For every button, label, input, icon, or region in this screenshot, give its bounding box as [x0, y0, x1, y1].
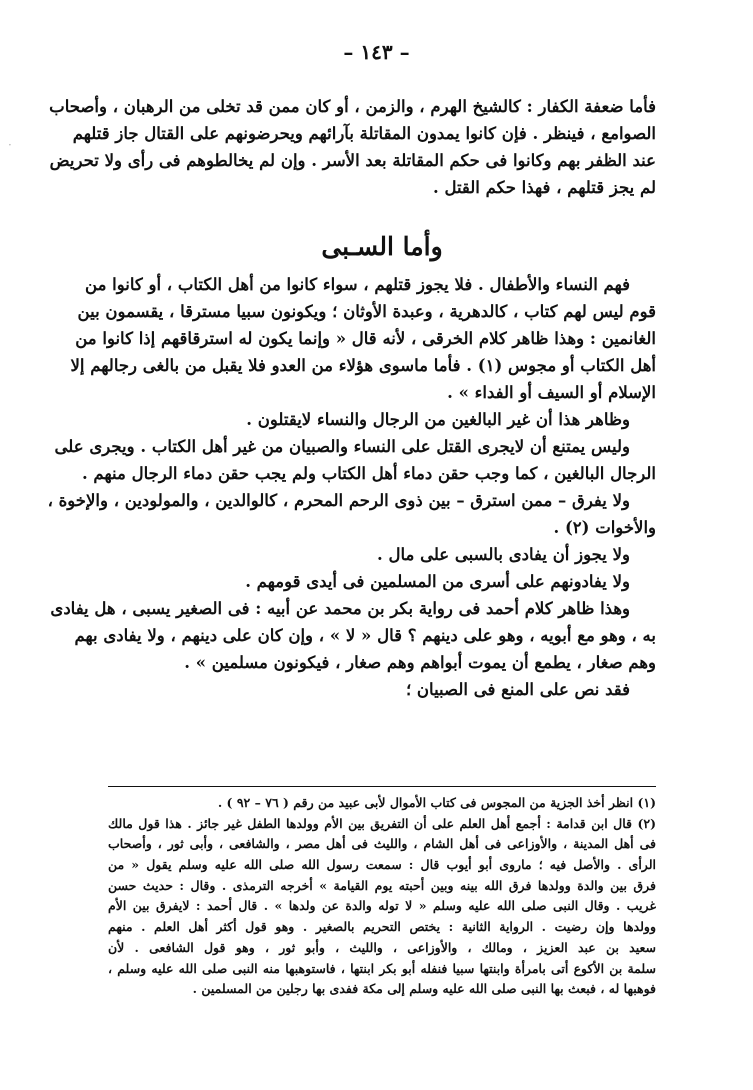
- scan-mark: ·: [8, 138, 12, 152]
- text-line: وظاهر هذا أن غير البالغين من الرجال والنساء لايقتلون .: [246, 410, 630, 429]
- opening-paragraph: [49, 93, 656, 201]
- footnote-line: فوهبها له ، فبعث بها النبى صلى الله عليه وسلم إلى مكة ففدى بها رجلين من المسلمين .: [192, 981, 656, 997]
- text-line: عند الظفر بهم وكانوا فى حكم المقاتلة بعد الأسر . وإن لم يخالطوهم فى رأى ولا تحريض: [49, 151, 656, 170]
- footnote-separator: [108, 786, 656, 787]
- text-line: وهذا ظاهر كلام أحمد فى رواية بكر بن محمد عن أبيه : فى الصغير يسبى ، هل يفادى: [50, 599, 630, 618]
- text-line: به ، وهو مع أبويه ، وهو على دينهم ؟ قال « لا » ، وإن كان على دينهم ، ولا يفادى بهم: [74, 626, 656, 645]
- text-line: أهل الكتاب أو مجوس (١) . فأما ماسوى هؤلاء من العدو فلا يقبل من بالغى رجالهم إلا: [70, 356, 656, 375]
- text-line: ولا يفرق – ممن استرق – بين ذوى الرحم المحرم ، كالوالدين ، والمولودين ، والإخوة ،: [47, 491, 630, 510]
- page-number: – ١٤٣ –: [343, 40, 410, 64]
- footnote-line: (٢) قال ابن قدامة : أجمع أهل العلم على أن التفريق بين الأم وولدها الطفل غير جائز . هذا قول مالك: [108, 815, 656, 831]
- text-line: قوم ليس لهم كتاب ، كالدهرية ، وعبدة الأوثان ؛ ويكونون سبيا مسترقا ، يقسمون بين: [77, 302, 656, 321]
- text-line: الرجال البالغين ، كما وجب حقن دماء أهل الكتاب ولم يجب حقن دماء الرجال منهم .: [81, 464, 656, 483]
- text-line: فهم النساء والأطفال . فلا يجوز قتلهم ، سواء كانوا من أهل الكتاب ، أو كانوا من: [85, 275, 630, 294]
- footnote-line: (١) انظر أخذ الجزية من المجوس فى كتاب الأموال لأبى عبيد من رقم ( ٧٦ – ٩٢ ) .: [217, 795, 656, 810]
- text-line: ولا يفادونهم على أسرى من المسلمين فى أيدى قومهم .: [245, 572, 630, 591]
- text-line: فأما ضعفة الكفار : كالشيخ الهرم ، والزمن ، أو كان ممن قد تخلى من الرهبان ، وأصحاب: [49, 97, 656, 116]
- text-line: الصوامع ، فينظر . فإن كانوا يمدون المقاتلة بآرائهم ويحرضونهم على القتال جاز قتلهم: [72, 124, 656, 143]
- text-line: الإسلام أو السيف أو الفداء » .: [447, 383, 656, 402]
- footnote-line: غريب . وقال النبى صلى الله عليه وسلم « لا توله والدة عن ولدها » . قال أحمد : لايفرق بين الأم: [108, 898, 656, 914]
- section-heading: وأما السـبى: [321, 232, 443, 261]
- footnote-line: سعيد بن عبد العزيز ، ومالك ، والأوزاعى ، والليث ، وأبو ثور ، وهو قول الشافعى . لأن: [108, 939, 656, 955]
- body-text: [47, 271, 656, 703]
- footnote-line: سلمة بن الأكوع أتى بامرأة وابنتها سبيا فنفله أبو بكر ابنتها ، فاستوهبها منه النبى صلى الله عليه وسلم ،: [108, 960, 656, 976]
- text-line: وليس يمتنع أن لايجرى القتل على النساء والصبيان من غير أهل الكتاب . ويجرى على: [54, 437, 630, 456]
- text-line: لم يجز قتلهم ، فهذا حكم القتل .: [432, 178, 656, 197]
- text-line: والأخوات (٢) .: [553, 518, 656, 537]
- text-line: وهم صغار ، يطمع أن يموت أبواهم وهم صغار ، فيكونون مسلمين » .: [184, 653, 656, 672]
- footnotes: [108, 793, 656, 1000]
- text-line: ولا يجوز أن يفادى بالسبى على مال .: [376, 545, 630, 564]
- footnote-line: فى أهل المدينة ، والأوزاعى فى أهل الشام ، والليث فى أهل مصر ، والشافعى ، وأبى ثور ، وأصحاب: [108, 836, 656, 852]
- footnote-line: فرق بين والدة وولدها فرق الله بينه وبين أحبته يوم القيامة » أخرجه الترمذى . وقال : حديث حسن: [108, 877, 656, 893]
- footnote-line: الرأى . والأصل فيه ؛ ماروى أبو أيوب قال : سمعت رسول الله صلى الله عليه وسلم يقول « من: [108, 857, 656, 873]
- text-line: فقد نص على المنع فى الصبيان ؛: [405, 680, 630, 699]
- footnote-line: وولدها وإن رضيت . الرواية الثانية : يختص التحريم بالصغير . وهو قول أكثر أهل العلم . منهم: [108, 919, 656, 935]
- text-line: الغانمين : وهذا ظاهر كلام الخرقى ، لأنه قال « وإنما يكون له استرقاقهم إذا كانوا من: [75, 329, 656, 348]
